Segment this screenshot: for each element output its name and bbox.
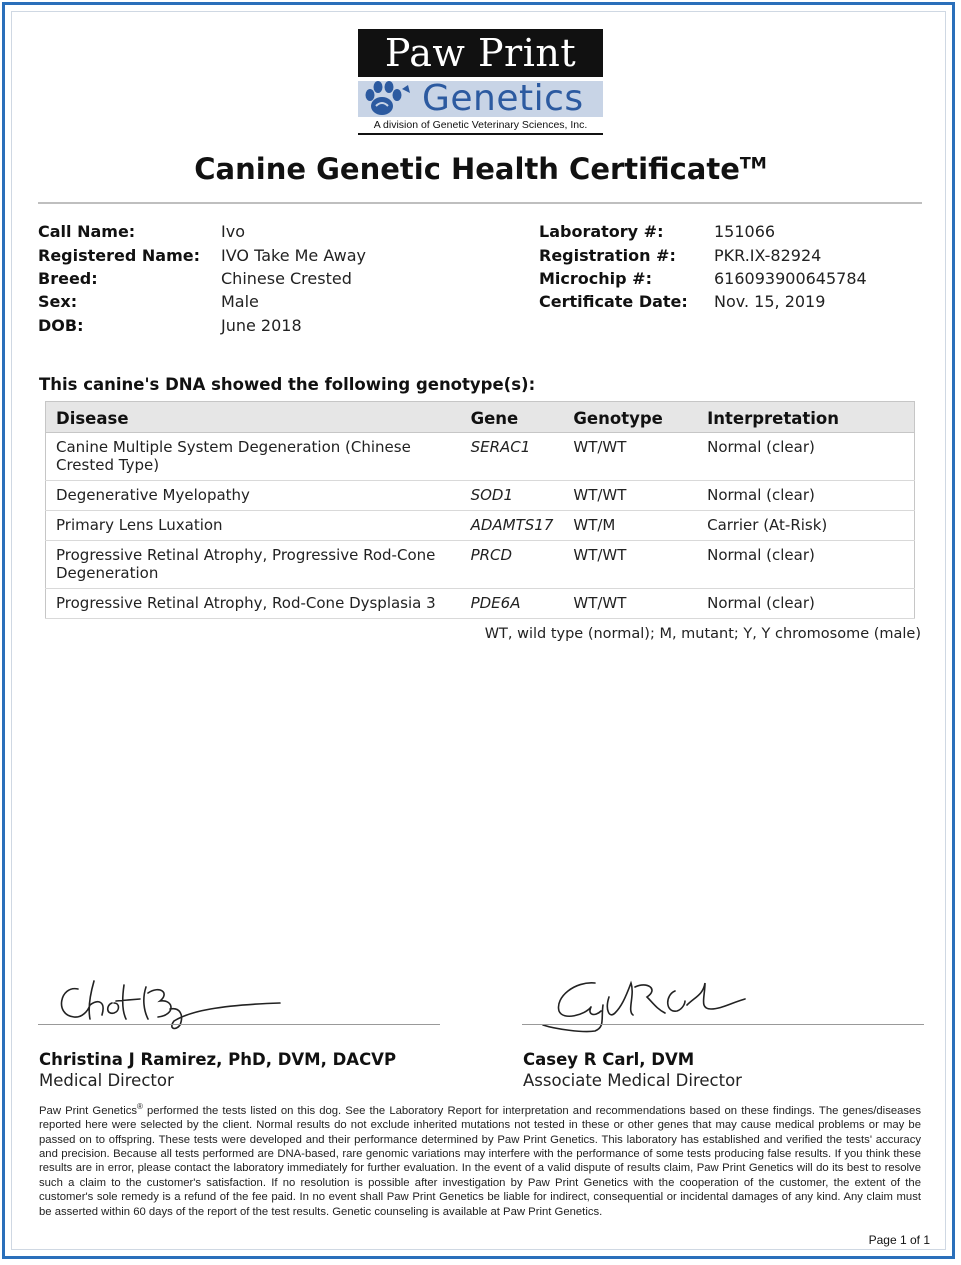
- call-name-label: Call Name:: [38, 222, 136, 241]
- disease-cell: Degenerative Myelopathy: [46, 481, 461, 511]
- table-row: [46, 511, 915, 541]
- microchip-number-label: Microchip #:: [539, 269, 652, 288]
- page-number: Page 1 of 1: [868, 1233, 930, 1247]
- genotype-cell: WT/WT: [563, 541, 697, 589]
- gene-cell: SERAC1: [461, 433, 564, 481]
- company-logo: [358, 29, 603, 137]
- genotype-cell: WT/WT: [563, 481, 697, 511]
- column-header-gene: Gene: [461, 402, 564, 433]
- logo-line-1: Paw Print: [358, 29, 603, 77]
- microchip-number-value: 616093900645784: [714, 269, 867, 288]
- genotype-legend: WT, wild type (normal); M, mutant; Y, Y chromosome (male): [484, 626, 921, 642]
- call-name-value: Ivo: [221, 222, 245, 241]
- signatory-1-role: Medical Director: [39, 1071, 174, 1090]
- dob-label: DOB:: [38, 316, 84, 335]
- laboratory-number-label: Laboratory #:: [539, 222, 664, 241]
- genotype-table: [45, 401, 915, 619]
- gene-cell: PDE6A: [461, 589, 564, 619]
- sex-value: Male: [221, 292, 259, 311]
- signature-ramirez: [50, 975, 290, 1035]
- genotype-cell: WT/WT: [563, 589, 697, 619]
- dob-value: June 2018: [221, 316, 302, 335]
- signatory-2-name: Casey R Carl, DVM: [523, 1050, 695, 1069]
- breed-value: Chinese Crested: [221, 269, 352, 288]
- table-row: [46, 589, 915, 619]
- table-row: [46, 541, 915, 589]
- disease-cell: Primary Lens Luxation: [46, 511, 461, 541]
- disease-cell: Canine Multiple System Degeneration (Chinese Crested Type): [46, 433, 461, 481]
- genotype-cell: WT/WT: [563, 433, 697, 481]
- genotype-cell: WT/M: [563, 511, 697, 541]
- gene-cell: SOD1: [461, 481, 564, 511]
- table-row: [46, 481, 915, 511]
- gene-cell: PRCD: [461, 541, 564, 589]
- certificate-date-label: Certificate Date:: [539, 292, 688, 311]
- interpretation-cell: Normal (clear): [697, 589, 914, 619]
- interpretation-cell: Carrier (At-Risk): [697, 511, 914, 541]
- sex-label: Sex:: [38, 292, 78, 311]
- logo-subtitle: A division of Genetic Veterinary Sciences, Inc.: [373, 119, 588, 131]
- page-title: Canine Genetic Health Certificate™: [194, 152, 767, 186]
- column-header-disease: Disease: [46, 402, 461, 433]
- disclaimer-text: Paw Print Genetics® performed the tests listed on this dog. See the Laboratory Report for interpretation and recommendations based on these findings. The genes/diseases reported here were selected by the client. Normal results do not exclude inherited mutations not tested in these or other genes that may cause medical problems or may be passed on to offspring. These tests were developed and their performance determined by Paw Print Genetics. This laboratory has established and verified the tests' accuracy and precision. Because all tests performed are DNA-based, rare genomic variations may interfere with the performance of some tests producing false results. If you think these results are in error, please contact the laboratory immediately for further evaluation. In the event of a valid dispute of results claim, Paw Print Genetics will do its best to resolve such a claim to the customer's satisfaction. If no resolution is possible after investigation by Paw Print Genetics with the cooperation of the customer, the extent of the customer's sole remedy is a refund of the fee paid. In no event shall Paw Print Genetics be liable for indirect, consequential or incidental damages of any kind. Any claim must be asserted within 60 days of the report of the test results. Genetic counseling is available at Paw Print Genetics.: [39, 1102, 921, 1218]
- table-header-row: [46, 402, 915, 433]
- gene-cell: ADAMTS17: [461, 511, 564, 541]
- interpretation-cell: Normal (clear): [697, 433, 914, 481]
- registration-number-value: PKR.IX-82924: [714, 246, 822, 265]
- disease-cell: Progressive Retinal Atrophy, Rod-Cone Dysplasia 3: [46, 589, 461, 619]
- interpretation-cell: Normal (clear): [697, 541, 914, 589]
- logo-line-2: Genetics: [422, 78, 584, 119]
- interpretation-cell: Normal (clear): [697, 481, 914, 511]
- registered-name-label: Registered Name:: [38, 246, 201, 265]
- signature-line-1: [38, 1024, 440, 1025]
- disease-cell: Progressive Retinal Atrophy, Progressive Rod-Cone Degeneration: [46, 541, 461, 589]
- signatory-2-role: Associate Medical Director: [523, 1071, 742, 1090]
- genotype-section-heading: This canine's DNA showed the following genotype(s):: [39, 375, 536, 394]
- signature-line-2: [522, 1024, 924, 1025]
- signatory-1-name: Christina J Ramirez, PhD, DVM, DACVP: [39, 1050, 397, 1069]
- registered-name-value: IVO Take Me Away: [221, 246, 367, 265]
- paw-icon: [362, 79, 420, 119]
- title-divider: [38, 202, 922, 204]
- laboratory-number-value: 151066: [714, 222, 776, 241]
- registration-number-label: Registration #:: [539, 246, 676, 265]
- breed-label: Breed:: [38, 269, 98, 288]
- signature-carl: [535, 975, 755, 1035]
- certificate-date-value: Nov. 15, 2019: [714, 292, 826, 311]
- column-header-interpretation: Interpretation: [697, 402, 914, 433]
- column-header-genotype: Genotype: [563, 402, 697, 433]
- trademark-mark: TM: [739, 153, 767, 173]
- table-row: [46, 433, 915, 481]
